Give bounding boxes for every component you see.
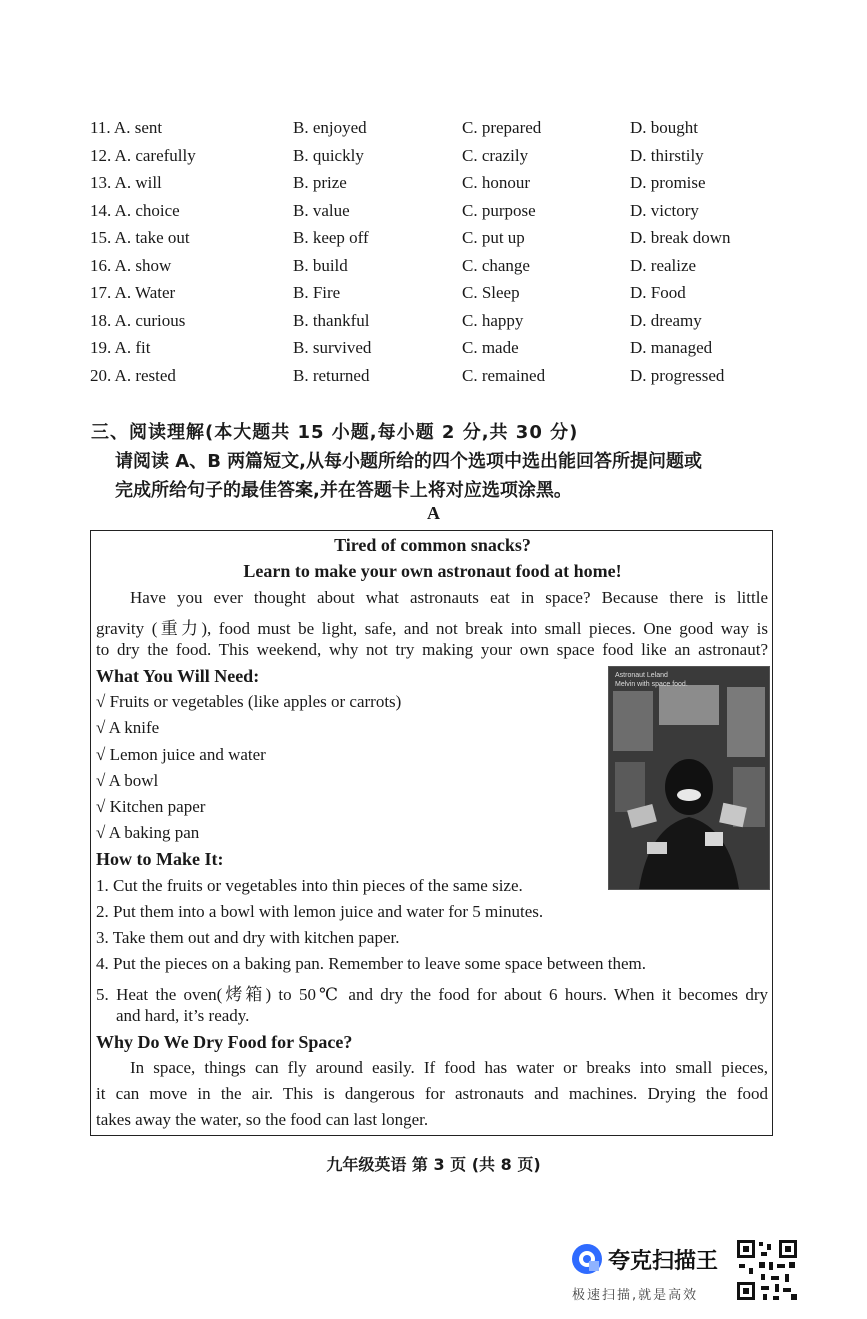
option-c: C. happy bbox=[462, 311, 524, 330]
option-d: D. promise bbox=[630, 173, 706, 192]
question-row bbox=[0, 228, 867, 254]
option-b: B. keep off bbox=[293, 228, 369, 247]
question-row bbox=[0, 338, 867, 364]
option-c: C. put up bbox=[462, 228, 525, 247]
option-b: B. value bbox=[293, 201, 350, 220]
why-heading: Why Do We Dry Food for Space? bbox=[96, 1032, 353, 1052]
question-row bbox=[0, 256, 867, 282]
scanner-logo-icon bbox=[570, 1242, 604, 1276]
astronaut-illustration bbox=[609, 667, 769, 889]
option-a: 17. A. Water bbox=[90, 283, 176, 302]
need-item: √ A knife bbox=[96, 718, 160, 737]
option-a: 13. A. will bbox=[90, 173, 162, 192]
question-row bbox=[0, 173, 867, 199]
scanner-name: 夸克扫描王 bbox=[608, 1249, 719, 1274]
step-line: 1. Cut the fruits or vegetables into thin pieces of the same size. bbox=[96, 876, 523, 895]
make-heading: How to Make It: bbox=[96, 849, 224, 869]
step-line: and hard, it’s ready. bbox=[116, 1006, 250, 1025]
option-b: B. survived bbox=[293, 338, 372, 357]
scanner-watermark bbox=[570, 1240, 730, 1304]
step-line: 5. Heat the oven(烤箱) to 50℃ and dry the food for about 6 hours. When it becomes dry bbox=[96, 985, 768, 1004]
qr-code-icon bbox=[735, 1238, 799, 1302]
option-d: D. dreamy bbox=[630, 311, 702, 330]
option-a: 16. A. show bbox=[90, 256, 172, 275]
article-box bbox=[90, 530, 773, 1136]
option-a: 11. A. sent bbox=[90, 118, 163, 137]
option-b: B. enjoyed bbox=[293, 118, 367, 137]
question-row bbox=[0, 118, 867, 144]
why-line: takes away the water, so the food can last longer. bbox=[96, 1110, 429, 1129]
option-d: D. break down bbox=[630, 228, 731, 247]
option-d: D. managed bbox=[630, 338, 713, 357]
option-c: C. change bbox=[462, 256, 530, 275]
step-line: 2. Put them into a bowl with lemon juice and water for 5 minutes. bbox=[96, 902, 544, 921]
option-d: D. victory bbox=[630, 201, 699, 220]
option-d: D. bought bbox=[630, 118, 698, 137]
need-item: √ Fruits or vegetables (like apples or carrots) bbox=[96, 692, 402, 711]
option-d: D. progressed bbox=[630, 366, 725, 385]
option-c: C. remained bbox=[462, 366, 546, 385]
option-c: C. made bbox=[462, 338, 519, 357]
option-c: C. honour bbox=[462, 173, 530, 192]
option-a: 18. A. curious bbox=[90, 311, 186, 330]
need-item: √ A baking pan bbox=[96, 823, 200, 842]
passage-label: A bbox=[427, 503, 440, 523]
option-b: B. Fire bbox=[293, 283, 341, 302]
article-title: Tired of common snacks? bbox=[334, 535, 531, 555]
option-a: 20. A. rested bbox=[90, 366, 176, 385]
option-c: C. purpose bbox=[462, 201, 536, 220]
need-item: √ Kitchen paper bbox=[96, 797, 206, 816]
why-line: it can move in the air. This is dangerous for astronauts and machines. Drying the food bbox=[96, 1084, 768, 1103]
need-item: √ A bowl bbox=[96, 771, 159, 790]
scanner-slogan: 极速扫描,就是高效 bbox=[572, 1288, 699, 1303]
step-line: 3. Take them out and dry with kitchen paper. bbox=[96, 928, 400, 947]
astronaut-photo bbox=[608, 666, 770, 890]
section-instruction: 完成所给句子的最佳答案,并在答题卡上将对应选项涂黑。 bbox=[115, 480, 572, 501]
step-line: 4. Put the pieces on a baking pan. Remember to leave some space between them. bbox=[96, 954, 646, 973]
option-d: D. thirstily bbox=[630, 146, 704, 165]
option-a: 12. A. carefully bbox=[90, 146, 196, 165]
intro-line: to dry the food. This weekend, why not try making your own space food like an astronaut? bbox=[96, 640, 768, 659]
question-row bbox=[0, 283, 867, 309]
option-b: B. returned bbox=[293, 366, 370, 385]
option-b: B. quickly bbox=[293, 146, 364, 165]
option-a: 19. A. fit bbox=[90, 338, 151, 357]
option-d: D. realize bbox=[630, 256, 697, 275]
option-d: D. Food bbox=[630, 283, 686, 302]
option-a: 15. A. take out bbox=[90, 228, 190, 247]
why-line: In space, things can fly around easily. If food has water or breaks into small pieces, bbox=[130, 1058, 768, 1077]
question-row bbox=[0, 146, 867, 172]
page-footer: 九年级英语 第 3 页 (共 8 页) bbox=[326, 1155, 541, 1174]
option-a: 14. A. choice bbox=[90, 201, 180, 220]
article-subtitle: Learn to make your own astronaut food at home! bbox=[243, 561, 622, 581]
question-row bbox=[0, 366, 867, 392]
option-c: C. prepared bbox=[462, 118, 542, 137]
intro-line: Have you ever thought about what astronauts eat in space? Because there is little bbox=[130, 588, 768, 607]
intro-line: gravity (重力), food must be light, safe, and not break into small pieces. One good way is bbox=[96, 619, 768, 638]
option-c: C. crazily bbox=[462, 146, 529, 165]
section-title: 三、阅读理解(本大题共 15 小题,每小题 2 分,共 30 分) bbox=[91, 422, 579, 443]
need-item: √ Lemon juice and water bbox=[96, 745, 266, 764]
section-instruction: 请阅读 A、B 两篇短文,从每小题所给的四个选项中选出能回答所提问题或 bbox=[115, 451, 703, 472]
option-b: B. prize bbox=[293, 173, 347, 192]
question-row bbox=[0, 201, 867, 227]
option-b: B. build bbox=[293, 256, 348, 275]
need-heading: What You Will Need: bbox=[96, 666, 260, 686]
question-row bbox=[0, 311, 867, 337]
option-c: C. Sleep bbox=[462, 283, 520, 302]
option-b: B. thankful bbox=[293, 311, 370, 330]
photo-caption: Astronaut Leland Melvin with space food. bbox=[615, 672, 688, 688]
